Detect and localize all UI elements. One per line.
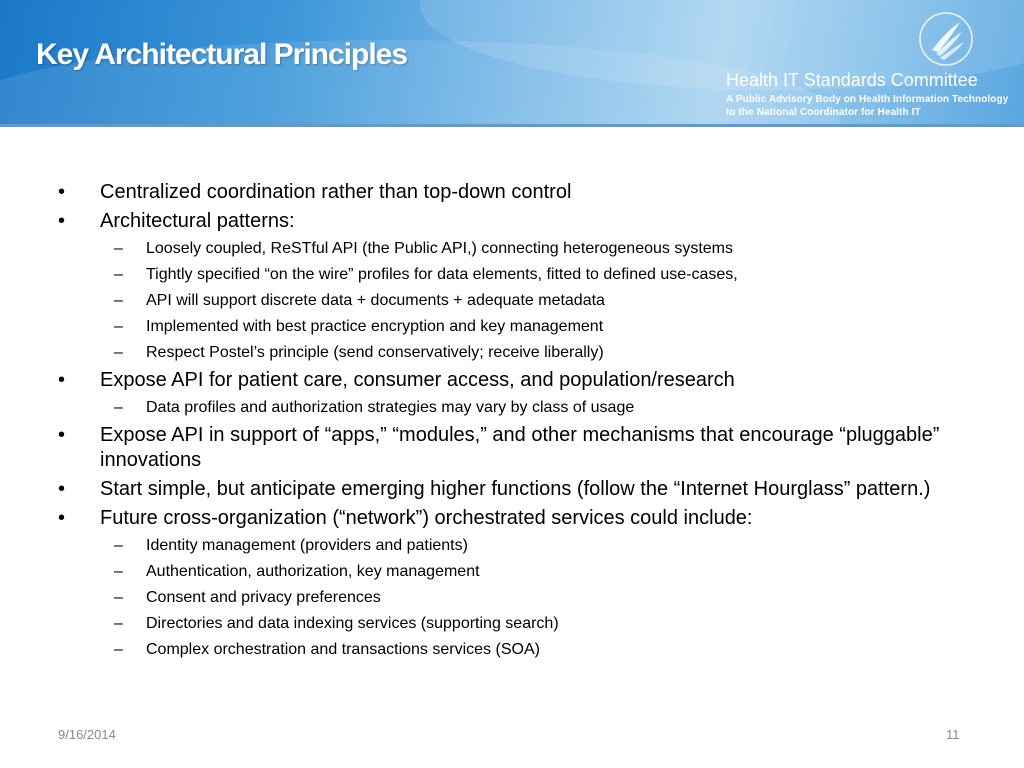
- bullet-marker: •: [58, 210, 66, 232]
- page-number: 11: [946, 727, 960, 742]
- sub-list-item: [58, 587, 988, 608]
- bullet-text: Start simple, but anticipate emerging higher functions (follow the “Internet Hourglass” pattern.): [100, 478, 931, 500]
- bullet-marker: •: [58, 478, 66, 500]
- dash-marker: –: [114, 563, 123, 580]
- bullet-marker: •: [58, 424, 66, 446]
- dash-marker: –: [114, 399, 123, 416]
- bullet-text: Expose API for patient care, consumer access, and population/research: [100, 369, 735, 391]
- sub-bullet-text: Tightly specified “on the wire” profiles for data elements, fitted to defined use-cases,: [146, 266, 738, 283]
- sub-bullet-text: Implemented with best practice encryption and key management: [146, 318, 604, 335]
- list-item: [58, 506, 988, 531]
- bullet-marker: •: [58, 369, 66, 391]
- sub-bullet-text: Authentication, authorization, key management: [146, 563, 480, 580]
- dash-marker: –: [114, 266, 123, 283]
- footer-date: 9/16/2014: [58, 727, 116, 742]
- list-item: [58, 368, 988, 393]
- dash-marker: –: [114, 537, 123, 554]
- sub-bullet-text: Data profiles and authorization strategies may vary by class of usage: [146, 399, 635, 416]
- bullet-text: Future cross-organization (“network”) orchestrated services could include:: [100, 507, 753, 529]
- sub-list-item: [58, 639, 988, 660]
- slide-body: [58, 180, 988, 665]
- dash-marker: –: [114, 615, 123, 632]
- bullet-marker: •: [58, 181, 66, 203]
- sub-bullet-text: Identity management (providers and patients): [146, 537, 468, 554]
- slide-header: [0, 0, 1024, 127]
- sub-bullet-text: Loosely coupled, ReSTful API (the Public API,) connecting heterogeneous systems: [146, 240, 733, 257]
- dash-marker: –: [114, 292, 123, 309]
- sub-list-item: [58, 342, 988, 363]
- hhs-eagle-icon: [918, 10, 974, 68]
- dash-marker: –: [114, 641, 123, 658]
- sub-list-item: [58, 613, 988, 634]
- org-subtitle: to the National Coordinator for Health IT: [726, 107, 921, 118]
- bullet-text: Architectural patterns:: [100, 210, 295, 232]
- org-subtitle: A Public Advisory Body on Health Information Technology: [726, 94, 1009, 105]
- sub-list-item: [58, 238, 988, 259]
- sub-list-item: [58, 264, 988, 285]
- list-item: [58, 209, 988, 234]
- sub-list-item: [58, 561, 988, 582]
- dash-marker: –: [114, 318, 123, 335]
- sub-bullet-text: Directories and data indexing services (supporting search): [146, 615, 559, 632]
- sub-list-item: [58, 397, 988, 418]
- org-name: Health IT Standards Committee: [726, 70, 978, 90]
- dash-marker: –: [114, 240, 123, 257]
- sub-bullet-text: Consent and privacy preferences: [146, 589, 381, 606]
- dash-marker: –: [114, 589, 123, 606]
- list-item: [58, 180, 988, 205]
- sub-bullet-text: Complex orchestration and transactions services (SOA): [146, 641, 540, 658]
- sub-list-item: [58, 290, 988, 311]
- dash-marker: –: [114, 344, 123, 361]
- sub-bullet-text: API will support discrete data + documents + adequate metadata: [146, 292, 605, 309]
- list-item: [58, 423, 988, 473]
- bullet-text: Expose API in support of “apps,” “modules,” and other mechanisms that encourage “pluggable” innovations: [100, 424, 940, 471]
- sub-bullet-text: Respect Postel’s principle (send conservatively; receive liberally): [146, 344, 604, 361]
- list-item: [58, 477, 988, 502]
- sub-list-item: [58, 316, 988, 337]
- bullet-marker: •: [58, 507, 66, 529]
- bullet-list: [58, 180, 988, 660]
- bullet-text: Centralized coordination rather than top-down control: [100, 181, 572, 203]
- slide-title: Key Architectural Principles: [36, 38, 408, 71]
- sub-list-item: [58, 535, 988, 556]
- header-rule: [0, 124, 1024, 127]
